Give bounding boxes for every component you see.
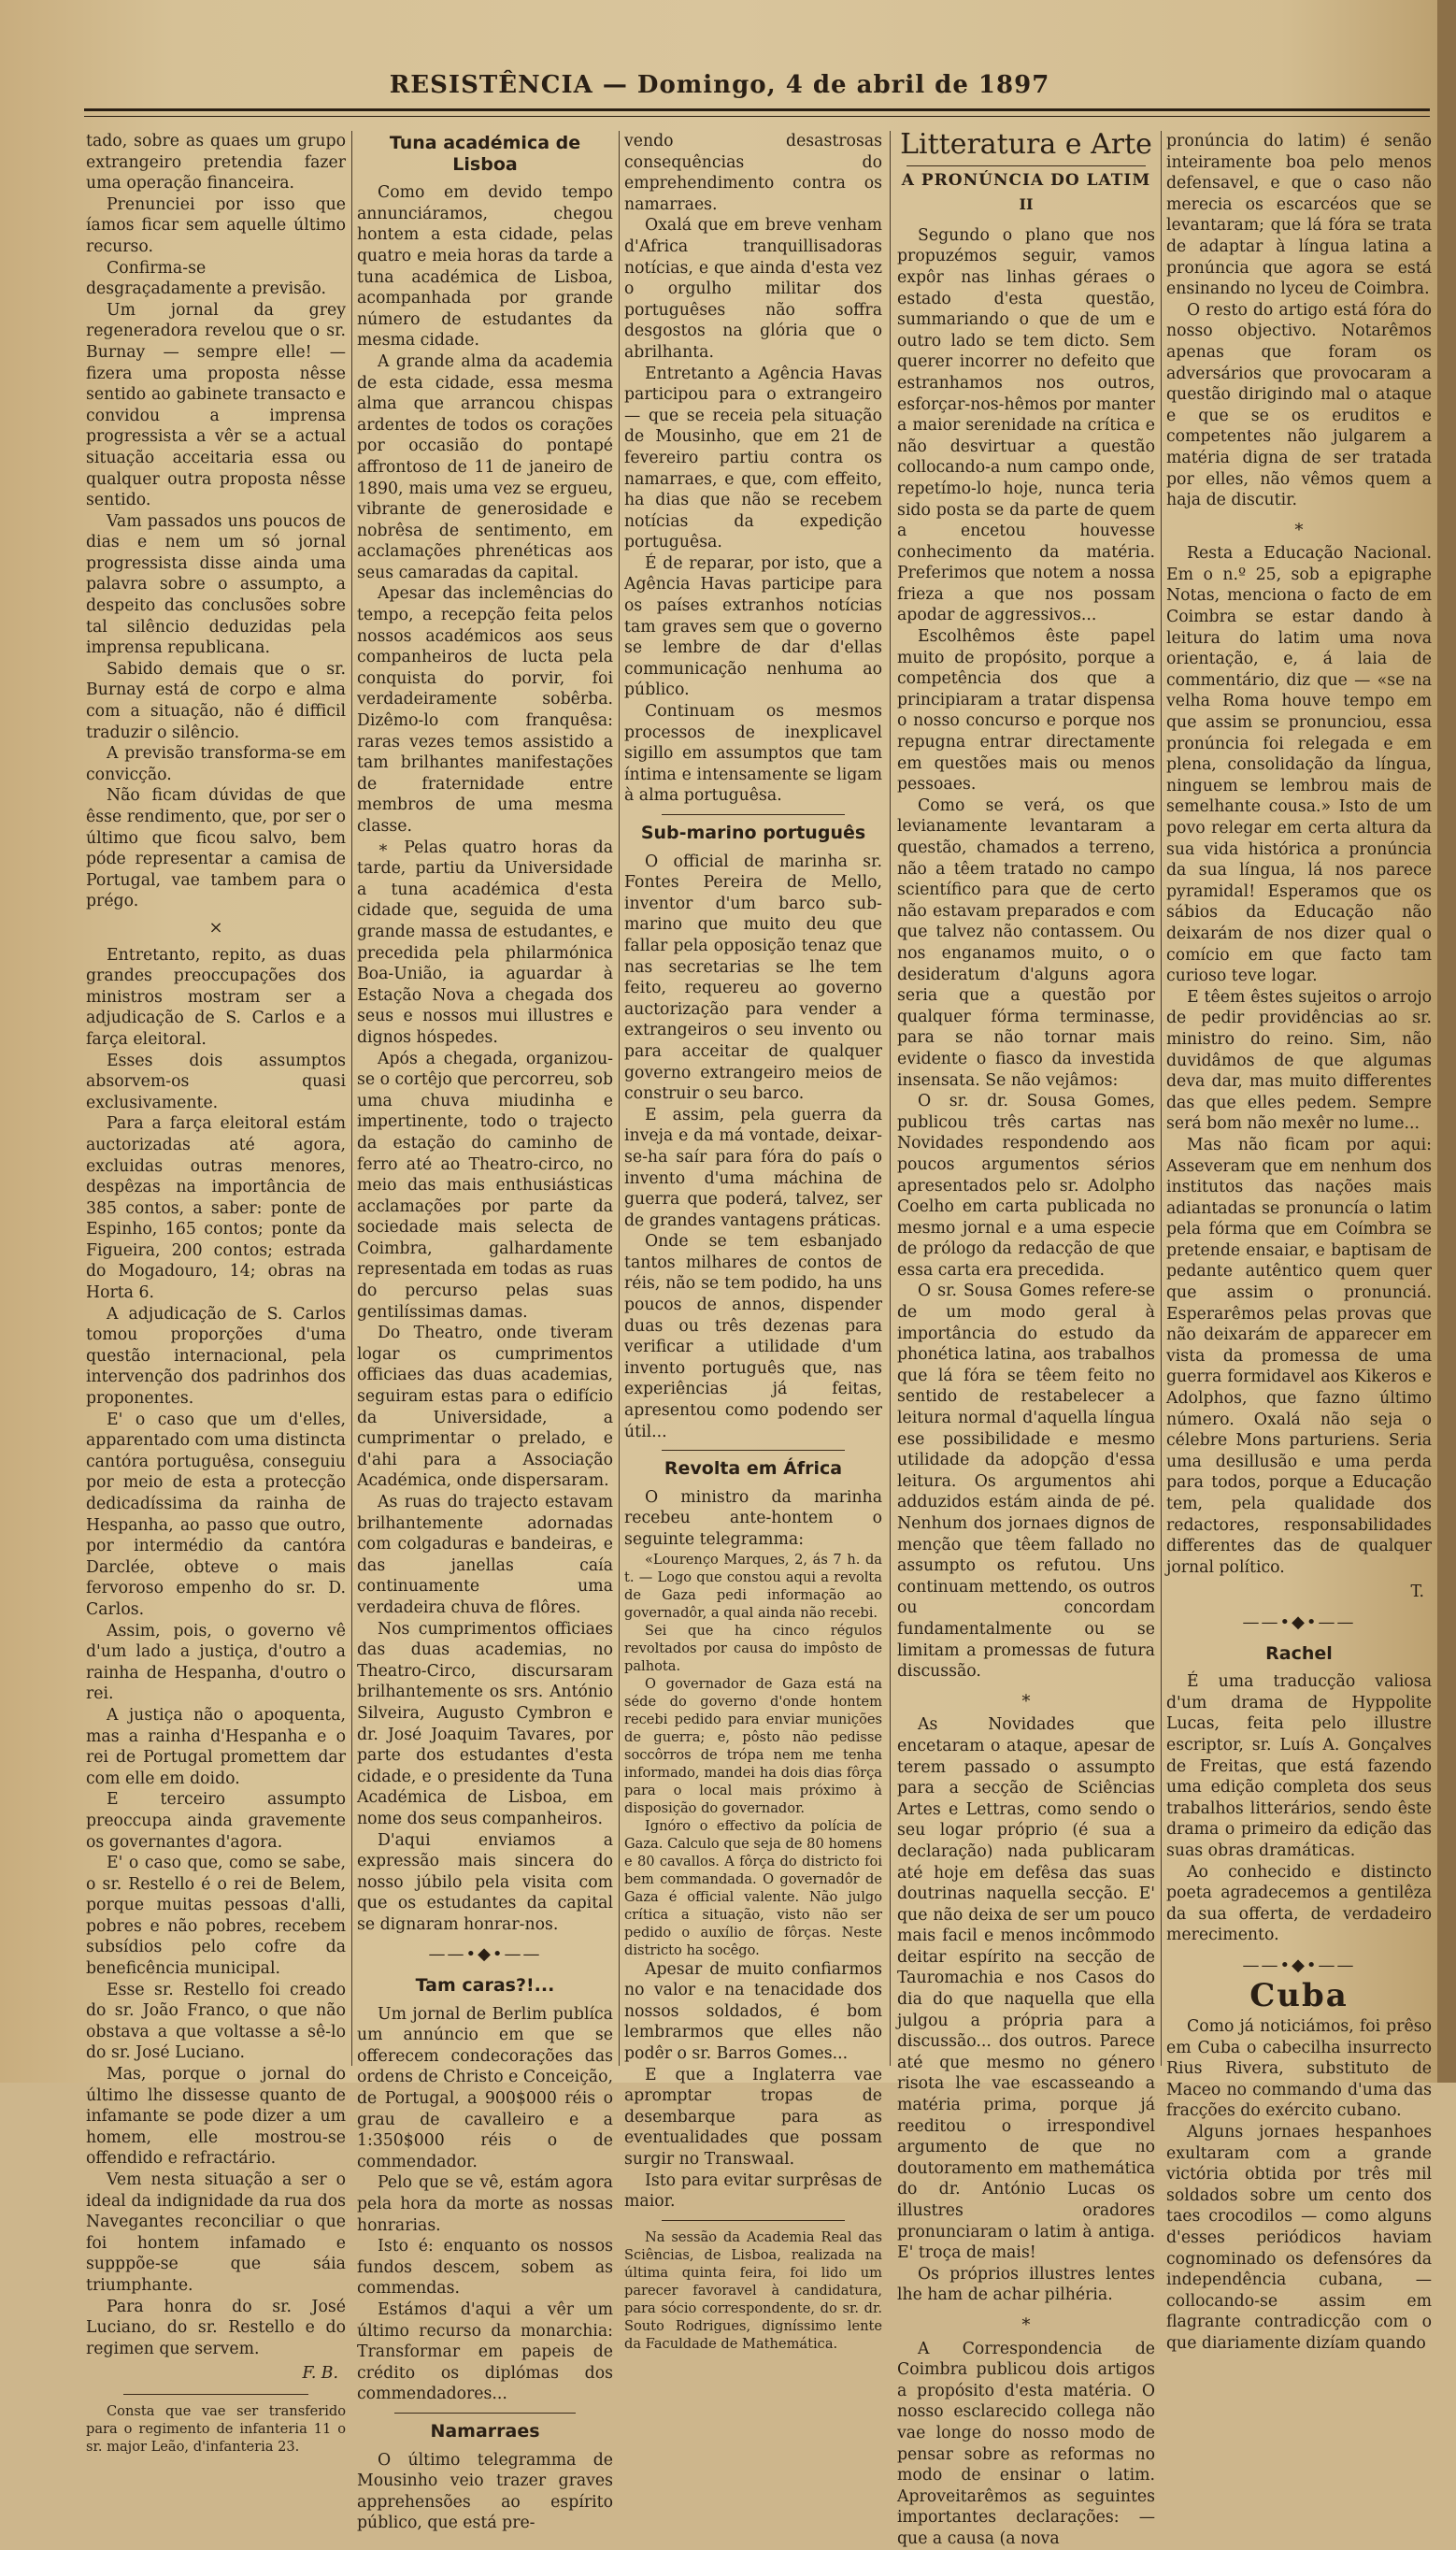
paragraph: Para a farça eleitoral estám auctorizadas até agora, excluidas outras menores, despêzas na importância de 385 contos, a saber: ponte de Espinho, 165 contos; ponte da Figueira, 200 contos; estrada do Mogadouro, 14; obras na Horta 6. (86, 1114, 346, 1303)
paragraph: O sr. dr. Sousa Gomes, publicou três cartas nas Novidades respondendo aos poucos argumentos sérios apresentados pelo sr. Adolpho Coelho em carta publicada no mesmo jornal e a uma especie de prólogo da redacção de que essa carta era precedida. (897, 1092, 1155, 1280)
paragraph: O sr. Sousa Gomes refere-se de um modo geral à importância do estudo da phonética latina, aos trabalhos que lá fóra se têem feito no sentido de restabelecer a leitura normal d'aquella língua ese possibilidade e mesmo utilidade da adopção d'essa leitura. Os argumentos ahi adduzidos estám ainda de pé. Nenhum dos jornaes dignos de menção que têem fallado no assumpto os refutou. Uns continuam mettendo, os outros ou concordam fundamentalmente ou se limitam a promessas de futura discussão. (897, 1282, 1155, 1682)
paragraph: Entretanto, repito, as duas grandes preoccupações dos ministros mostram ser a adjudicação de S. Carlos e a farça eleitoral. (86, 945, 346, 1049)
paragraph: Nos cumprimentos officiaes das duas academias, no Theatro-Circo, discursaram brilhantemente os srs. António Silveira, Augusto Cymbron e dr. José Joaquim Tavares, por parte dos estudantes d'esta cidade, e o presidente da Tuna Académica de Lisboa, em nome dos seus companheiros. (357, 1619, 613, 1828)
column-1 (86, 131, 346, 2456)
paragraph: D'aqui enviamos a expressão mais sincera do nosso júbilo pela visita com que os estudantes da capital se dignaram honrar-nos. (357, 1830, 613, 1934)
column-4 (897, 128, 1155, 2550)
column-5 (1166, 131, 1432, 2355)
paragraph: É uma traducção valiosa d'um drama de Hyppolite Lucas, feita pelo illustre escriptor, sr. Luís A. Gonçalves de Freitas, que está fazendo uma edição completa dos seus trabalhos litterários, sendo êste drama o primeiro da edição das suas obras dramáticas. (1166, 1672, 1432, 1860)
masthead-rule (84, 108, 1430, 111)
ornament: ——•◆•—— (428, 1944, 542, 1965)
paragraph: E terceiro assumpto preoccupa ainda gravemente os governantes d'agora. (86, 1790, 346, 1852)
article-number: II (1019, 195, 1034, 214)
article-title: A PRONÚNCIA DO LATIM (901, 170, 1151, 190)
paragraph: A adjudicação de S. Carlos tomou proporções d'uma questão internacional, pela intervenção dos padrinhos dos proponentes. (86, 1304, 346, 1409)
paragraph: E que a Inglaterra vae apromptar tropas de desembarque para as eventualidades que possam surgir no Transwaal. (624, 2065, 882, 2169)
paragraph: ∗ Pelas quatro horas da tarde, partiu da Universidade a tuna académica d'esta cidade que, seguida de uma grande massa de estudantes, e precedida pela philarmónica Boa-União, ia aguardar à Estação Nova a chegada dos seus e nossos mui illustres e dignos hóspedes. (357, 838, 613, 1047)
section-separator: ∗ (1020, 1687, 1033, 1708)
masthead-rule-thin (84, 116, 1430, 117)
signature: T. (1410, 1583, 1424, 1602)
paragraph: Assim, pois, o governo vê d'um lado a justiça, d'outro a rainha de Hespanha, d'outro o rei. (86, 1621, 346, 1704)
article-title: Tam caras?!... (415, 1975, 555, 1997)
paragraph: Pelo que se vê, estám agora pela hora da morte as nossas honrarias. (357, 2173, 613, 2235)
signature: F. B. (302, 2364, 338, 2384)
paragraph: Mas, porque o jornal do último lhe dissesse quanto de infamante se pode dizer a um homem, elle mostrou-se offendido e refractário. (86, 2065, 346, 2169)
column-divider (351, 131, 352, 2066)
paragraph: Prenunciei por isso que íamos ficar sem aquelle último recurso. (86, 194, 346, 256)
column-divider (619, 131, 620, 2066)
paragraph: Não ficam dúvidas de que êsse rendimento, que, por ser o último que ficou salvo, bem póde representar a camisa de Portugal, vae tambem para o prégo. (86, 786, 346, 911)
paragraph: A justiça não o apoquenta, mas a rainha d'Hespanha e o rei de Portugal promettem dar com elle em doido. (86, 1705, 346, 1788)
paragraph: Como já noticiámos, foi prêso em Cuba o cabecilha insurrecto Rius Rivera, substituto de Maceo no commando d'uma das fracções do exército cubano. (1166, 2017, 1432, 2121)
paragraph: A grande alma da academia de esta cidade, essa mesma alma que arrancou chispas ardentes de todos os corações por occasião do pontapé affrontoso de 11 de janeiro de 1890, mais uma vez se ergueu, vibrante de generosidade e nobrêsa de sentimento, em acclamações phrenéticas aos seus camaradas da capital. (357, 351, 613, 582)
column-3 (624, 131, 882, 2353)
column-divider (1161, 131, 1162, 2066)
article-title: Cuba (1249, 1977, 1349, 2015)
paragraph: Esses dois assumptos absorvem-os quasi exclusivamente. (86, 1051, 346, 1112)
paragraph: Escolhêmos êste papel muito de propósito, porque a competência dos que a principiaram a tratar dispensa o nosso concurso e porque nos repugna entrar directamente em questões mais ou menos pessoaes. (897, 627, 1155, 795)
ornament: ——•◆•—— (1242, 1612, 1356, 1632)
paragraph: A previsão transforma-se em convicção. (86, 744, 346, 784)
paragraph: Isto é: enquanto os nossos fundos descem, sobem as commendas. (357, 2237, 613, 2299)
paragraph: O official de marinha sr. Fontes Pereira de Mello, inventor d'um barco sub-marino que muito deu que fallar pela opposição tenaz que nas secretarias se lhe tem feito, requereu ao governo auctorização para vender a extrangeiros o seu invento ou para acceitar de qualquer governo extrangeiro meios de construir o seu barco. (624, 852, 882, 1104)
divider (123, 2394, 308, 2395)
paragraph: Como em devido tempo annunciáramos, chegou hontem a esta cidade, pelas quatro e meia horas da tarde a tuna académica de Lisboa, acompanhada por grande número de estudantes da mesma cidade. (357, 183, 613, 351)
paragraph: O último telegramma de Mousinho veio trazer graves apprehensões ao espírito público, que está pre- (357, 2450, 613, 2533)
paragraph: Para honra do sr. José Luciano, do sr. Restello e do regimen que servem. (86, 2297, 346, 2358)
telegram-line: «Lourenço Marques, 2, ás 7 h. da t. — Logo que constou aqui a revolta de Gaza pedi informação ao governadôr, a qual ainda não recebi. (624, 1551, 882, 1621)
masthead: RESISTÊNCIA — Domingo, 4 de abril de 1897 (389, 71, 1050, 99)
paragraph: Um jornal de Berlim publíca um annúncio em que se offerecem condecorações das ordens de Christo e Conceição, de Portugal, a 900$000 réis o grau de cavalleiro e a 1:350$000 réis o de commendador. (357, 2004, 613, 2171)
article-title: Revolta em África (664, 1458, 843, 1480)
paragraph: Oxalá que em breve venham d'Africa tranquillisadoras notícias, e que ainda d'esta vez o orgulho militar dos portuguêses não soffra desgostos na glória que o abrilhanta. (624, 216, 882, 362)
divider (662, 1450, 845, 1451)
article-title: Namarraes (430, 2420, 540, 2442)
paragraph: Onde se tem esbanjado tantos milhares de contos de réis, não se tem podido, ha uns poucos de annos, dispender duas ou três dezenas para verificar a utilidade d'um invento português que, nas experiências já feitas, apresentou como podendo ser útil... (624, 1232, 882, 1441)
column-2 (357, 131, 613, 2534)
divider (906, 165, 1146, 166)
article-title: Tuna académica de Lisboa (389, 133, 581, 175)
page-edge (1437, 0, 1456, 2083)
paragraph: pronúncia do latim) é senão inteiramente boa pelo menos defensavel, e que o caso não merecia os escarcéos que se levantaram; que lá fóra se trata de adaptar à língua latina a pronúncia que agora se está ensinando no lyceu de Coimbra. (1166, 132, 1432, 299)
divider (662, 814, 845, 815)
paragraph: Mas não ficam por aqui: Asseveram que em nenhum dos institutos das nações mais adiantadas se pronuncía o latim pela fórma que em Coímbra se pretende ensaiar, e baptisam de pedante autêntico quem quer que assim o pronunciá. Esperarêmos pelas provas que não deixarám de apparecer em vista da promessa de uma guerra formidavel aos Kikeros e Adolphos, que fazno último número. Oxalá não seja o célebre Mons parturiens. Seria uma desillusão e uma perda para todos, porque a Educação tem, pela qualidade dos redactores, responsabilidades differentes das de qualquer jornal político. (1166, 1135, 1432, 1577)
paragraph: Resta a Educação Nacional. Em o n.º 25, sob a epigraphe Notas, menciona o facto de em Coimbra se estar dando à leitura do latim uma nova orientação, e, á laia de commentário, diz que — «se na velha Roma houve tempo em que assim se pronunciou, essa pronúncia foi relegada e em plena, consolidação da língua, ninguem se lembrou mais de semelhante cousa.» Isto de um povo relegar em certa altura da sua vida histórica a pronúncia da sua língua, lá nos parece pyramidal! Esperamos que os sábios da Educação não deixarám de nos dizer qual o comício em que facto tam curioso teve logar. (1166, 544, 1432, 986)
paragraph: Sabido demais que o sr. Burnay está de corpo e alma com a situação, não é difficil traduzir o silêncio. (86, 659, 346, 742)
paragraph: É de reparar, por isto, que a Agência Havas participe para os países extranhos notícias tam graves sem que o governo se lembre de dar d'ellas communicação nenhuma ao público. (624, 553, 882, 700)
paragraph: Como se verá, os que levianamente levantaram a questão, chamados a terreno, não a têem tratado no campo scientífico para que de certo não estavam preparados e com que talvez não contassem. Ou nos enganamos muito, o o desideratum d'alguns agora seria que a questão por qualquer fórma terminasse, para se não tornar mais evidente o fiasco da investida insensata. Se não vejâmos: (897, 795, 1155, 1090)
paragraph: vendo desastrosas consequências do emprehendimento contra os namarraes. (624, 132, 882, 214)
telegram-line: O governador de Gaza está na séde do governo d'onde hontem recebi pedido para enviar munições de guerra; e, pôsto não pedisse soccôrros de trópa nem me tenha informado, mandei ha dois dias fôrça para o local mais próximo à disposição do governador. (624, 1675, 882, 1816)
paragraph: Vam passados uns poucos de dias e nem um só jornal progressista disse ainda uma palavra sobre o assumpto, a despeito das conclusões sobre tal silêncio deduzidas pela imprensa republicana. (86, 511, 346, 658)
paragraph: Ao conhecido e distincto poeta agradecemos a gentilêza da sua offerta, de verdadeiro merecimento. (1166, 1862, 1432, 1945)
paragraph: Isto para evitar surprêsas de maior. (624, 2170, 882, 2212)
paragraph: E' o caso que um d'elles, apparentado com uma distincta cantóra portuguêsa, conseguiu por meio de esta a protecção dedicadíssima da rainha de Hespanha, ao passo que outro, por intermédio da cantóra Darclée, obteve o mais fervoroso empenho do sr. D. Carlos. (86, 1410, 346, 1619)
paragraph: O resto do artigo está fóra do nosso objectivo. Notarêmos apenas que foram os adversários que provocaram a questão dirigindo mal o ataque e que se os eruditos e competentes não julgarem a matéria digna de ser tratada por elles, não vêmos quem a haja de discutir. (1166, 300, 1432, 510)
paragraph: Os próprios illustres lentes lhe ham de achar pilhéria. (897, 2264, 1155, 2305)
paragraph: Esse sr. Restello foi creado do sr. João Franco, o que não obstava a que voltasse a sê-lo do sr. José Luciano. (86, 1980, 346, 2063)
telegram-line: Ignóro o effectivo da polícia de Gaza. Calculo que seja de 80 homens e 80 cavallos. A fôrça do districto foi bem commandada. O governadôr de Gaza é official valente. Não julgo crítica a situação, visto não ser pedido o auxílio de fôrças. Neste districto ha socêgo. (624, 1817, 882, 1958)
paragraph: Continuam os mesmos processos de inexplicavel sigillo em assumptos que tam íntima e intensamente se ligam à alma portuguêsa. (624, 702, 882, 806)
section-separator: ∗ (1020, 2311, 1033, 2331)
ornament: ——•◆•—— (1242, 1955, 1356, 1975)
section-separator: × (208, 917, 223, 938)
section-separator: ∗ (1292, 516, 1306, 537)
paragraph: Segundo o plano que nos propuzémos seguir, vamos expôr nas linhas géraes o estado d'esta questão, summariando o que de um e outro lado se tem dicto. Sem querer incorrer no defeito que estranhamos nos outros, esforçar-nos-hêmos por manter a maior serenidade na crítica e não desvirtuar a questão collocando-a num campo onde, repetímo-lo hoje, nunca teria sido posta se da parte de quem a encetou houvesse conhecimento da matéria. Preferimos que notem a nossa frieza a que nos possam apodar de aggressivos... (897, 225, 1155, 625)
paragraph: E têem êstes sujeitos o arrojo de pedir providências ao sr. ministro do reino. Sim, não duvidâmos de que algumas deva dar, mas muito differentes das que elles pedem. Sempre será bom não mexêr no lume... (1166, 987, 1432, 1134)
paragraph: As ruas do trajecto estavam brilhantemente adornadas com colgaduras e bandeiras, e das janellas caía continuamente uma verdadeira chuva de flôres. (357, 1493, 613, 1617)
divider (394, 2413, 576, 2414)
paragraph: Alguns jornaes hespanhoes exultaram com a grande victória obtida por três mil soldados sobre um cento dos taes crocodilos — como alguns d'esses periódicos haviam cognominado os defensóres da independência cubana, — collocando-se assim em flagrante contradicção com o que diariamente dizíam quando (1166, 2123, 1432, 2353)
paragraph: O ministro da marinha recebeu ante-hontem o seguinte telegramma: (624, 1487, 882, 1549)
paragraph: Após a chegada, organizou-se o cortêjo que percorreu, sob uma chuva miudinha e impertinente, todo o trajecto da estação do caminho de ferro até ao Theatro-circo, no meio das mais enthusiásticas acclamações por parte da sociedade mais selecta de Coimbra, galhardamente representada em todas as ruas do percurso pelas suas gentilíssimas damas. (357, 1049, 614, 1322)
paragraph: As Novidades que encetaram o ataque, apesar de terem passado o assumpto para a secção de Sciências Artes e Lettras, como sendo o seu logar próprio (é sua a declaração) nada publicaram até hoje em defêsa das suas doutrinas naquella secção. E' que não deixa de ser um pouco mais facil e menos incômmodo deitar espírito na secção de Tauromachia e nos Casos do dia do que naquella que ella julgou a própria para a discussão... dos outros. Parece até que mesmo no género risota lhe vae escasseando a matéria prima, porque já reeditou o irrespondivel argumento de que no doutoramento em mathemática do dr. António Lucas os illustres oradores pronunciaram o latim à antiga. E' troça de mais! (897, 1715, 1155, 2263)
paragraph: A Correspondencia de Coimbra publicou dois artigos a propósito d'esta matéria. O nosso esclarecido collega não vae longe do nosso modo de pensar sobre as reformas no modo de ensinar o latim. Aproveitarêmos as seguintes importantes declarações: — que a causa (a nova (897, 2339, 1155, 2548)
paragraph: Do Theatro, onde tiveram logar os cumprimentos officiaes das duas academias, seguiram estas para o edifício da Universidade, a cumprimentar o prelado, e d'ahi para a Associação Académica, onde dispersaram. (357, 1324, 613, 1491)
paragraph: Um jornal da grey regeneradora revelou que o sr. Burnay — sempre elle! — fizera uma proposta nêsse sentido ao gabinete transacto e convidou a imprensa progressista a vêr se a actual situação acceitaria essa ou qualquer outra proposta nêsse sentido. (86, 300, 346, 510)
paragraph: Estámos d'aqui a vêr um último recurso da monarchia: Transformar em papeis de crédito os diplómas dos commendadores... (357, 2299, 613, 2404)
paragraph: Confirma-se desgraçadamente a previsão. (86, 258, 326, 299)
paragraph: Apesar das inclemências do tempo, a recepção feita pelos nossos académicos aos seus companheiros de lucta pela conquista do porvir, foi verdadeiramente sobêrba. Dizêmo-lo com franquêsa: raras vezes temos assistido a tam brilhantes manifestações de fraternidade entre membros de uma mesma classe. (357, 584, 613, 836)
note: Consta que vae ser transferido para o regimento de infanteria 11 o sr. major Leão, d'infanteria 23. (86, 2402, 346, 2455)
paragraph: E assim, pela guerra da inveja e da má vontade, deixar-se-ha saír para fóra do país o invento d'uma máchina de guerra que poderá, talvez, ser de grandes vantagens práticas. (624, 1105, 882, 1230)
article-title: Rachel (1265, 1642, 1333, 1664)
telegram-line: Sei que ha cinco régulos revoltados por causa do impôsto de palhota. (624, 1622, 882, 1674)
paragraph: Apesar de muito confiarmos no valor e na tenacidade dos nossos soldados, é bom lembrarmos que elles não podêr o sr. Barros Gomes... (624, 1959, 882, 2063)
column-divider (890, 131, 891, 2066)
article-title: Sub-marino português (640, 823, 866, 843)
paragraph: Entretanto a Agência Havas participou para o extrangeiro — que se receia pela situação de Mousinho, que em 21 de fevereiro partiu contra os namarraes, e que, com effeito, ha dias que não se recebem notícias da expedição portuguêsa. (624, 364, 882, 552)
paragraph: tado, sobre as quaes um grupo extrangeiro pretendia fazer uma operação financeira. (86, 132, 346, 193)
divider (662, 2220, 845, 2221)
paragraph: Vem nesta situação a ser o ideal da indignidade da rua dos Navegantes reconciliar o que foi hontem infamado e supppõe-se que sáia triumphante. (86, 2170, 346, 2295)
section-title: Litteratura e Arte (900, 128, 1152, 161)
note: Na sessão da Academia Real das Sciências, de Lisboa, realizada na última quinta feira, foi lido um parecer favoravel à candidatura, para sócio correspondente, do sr. dr. Souto Rodrigues, digníssimo lente da Faculdade de Mathemática. (624, 2228, 882, 2352)
paragraph: E' o caso que, como se sabe, o sr. Restello é o rei de Belem, porque muitas pessoas d'alli, pobres e não pobres, recebem subsídios pelo cofre da beneficência municipal. (86, 1854, 346, 1979)
